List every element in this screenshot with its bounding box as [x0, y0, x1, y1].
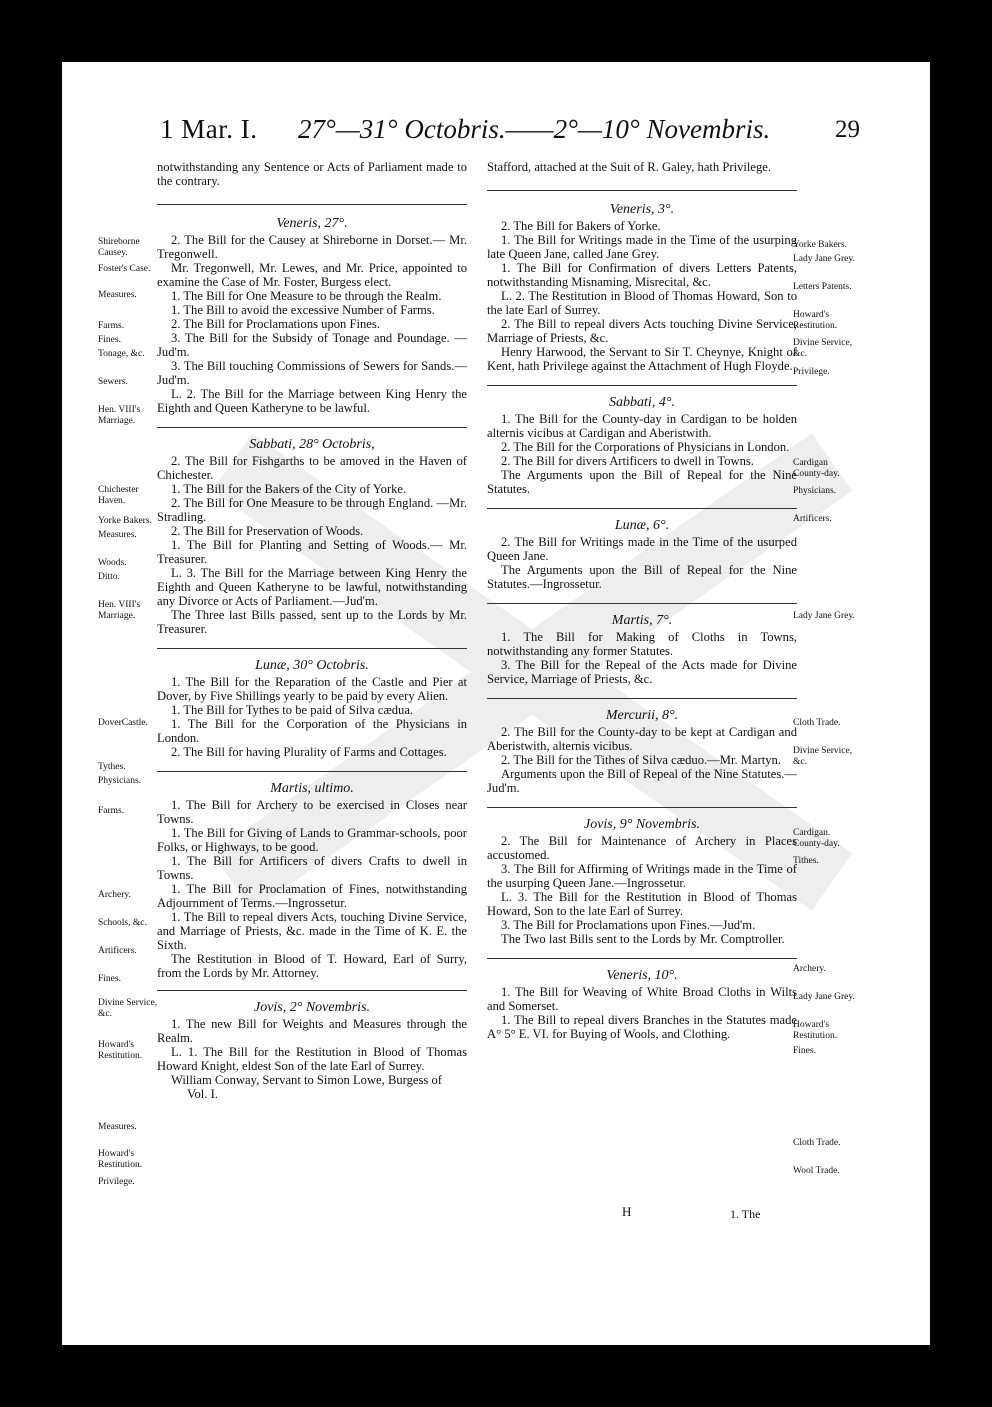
margin-note: Divine Service, &c. — [98, 998, 158, 1019]
entry: 2. The Bill for the Tithes of Silva cæduo.—Mr. Martyn. — [501, 753, 781, 767]
day-heading: Martis, ultimo. — [270, 781, 354, 796]
entry: L. 2. The Restitution in Blood of Thomas Howard, Son to the late Earl of Surrey. — [487, 289, 797, 317]
entry: L. 1. The Bill for the Restitution in Blood of Thomas Howard Knight, eldest Son of the late Earl of Surrey. — [157, 1045, 467, 1073]
entry: 1. The Bill for Proclamation of Fines, notwithstanding Adjournment of Terms.—Ingrossetur. — [157, 882, 467, 910]
entry: 1. The Bill for Giving of Lands to Grammar-schools, poor Folks, or Highways, to be good. — [157, 826, 467, 854]
entry: 1. The new Bill for Weights and Measures through the Realm. — [157, 1017, 467, 1045]
margin-note: Privilege. — [793, 367, 830, 377]
page-number: 29 — [835, 116, 860, 143]
entry: 1. The Bill for Tythes to be paid of Silva cædua. — [171, 703, 414, 717]
entry: 1. The Bill for One Measure to be through the Realm. — [171, 289, 442, 303]
entry: 2. The Bill for Fishgarths to be amoved in the Haven of Chichester. — [157, 454, 467, 482]
volume-label: Vol. I. — [187, 1087, 218, 1101]
day-heading: Mercurii, 8°. — [605, 708, 679, 723]
margin-note: Foster's Case. — [98, 264, 151, 274]
document-page — [62, 62, 930, 1345]
margin-note: Howard's Restitution. — [793, 310, 838, 331]
entry: 1. The Bill for the Reparation of the Castle and Pier at Dover, by Five Shillings yearly to be paid by every Alien. — [157, 675, 467, 703]
margin-note: Fines. — [793, 1046, 816, 1056]
margin-note: Privilege. — [98, 1177, 135, 1187]
day-heading: Jovis, 2° Novembris. — [253, 1000, 371, 1015]
day-heading: Martis, 7°. — [611, 613, 673, 628]
entry: 3. The Bill for Proclamations upon Fines.—Jud'm. — [501, 918, 756, 932]
margin-note: Howard's Restitution. — [98, 1040, 143, 1061]
entry: Arguments upon the Bill of Repeal of the Nine Statutes.—Jud'm. — [487, 767, 797, 795]
day-heading: Sabbati, 4°. — [609, 395, 675, 410]
right-column — [487, 160, 797, 1041]
signature-mark: H — [622, 1204, 632, 1219]
entry: 1. The Bill for Making of Cloths in Towns, notwithstanding any former Statutes. — [487, 630, 797, 658]
margin-note: Divine Service, &c. — [793, 338, 853, 359]
page-header — [160, 110, 860, 154]
entry: 3. The Bill for the Subsidy of Tonage and Poundage. —Jud'm. — [157, 331, 467, 359]
entry: 2. The Bill for having Plurality of Farms and Cottages. — [171, 745, 447, 759]
margin-note: Archery. — [793, 964, 826, 974]
entry: 2. The Bill for One Measure to be through England. —Mr. Stradling. — [157, 496, 467, 524]
margin-note: Shireborne Causey. — [98, 237, 140, 258]
margin-note: Fines. — [98, 974, 121, 984]
margin-note: Artificers. — [98, 946, 137, 956]
margin-note: Divine Service, &c. — [793, 746, 853, 767]
entry: Henry Harwood, the Servant to Sir T. Cheynye, Knight of Kent, hath Privilege against the Attachment of Hugh Floyde. — [487, 345, 797, 373]
intro-text: Stafford, attached at the Suit of R. Galey, hath Privilege. — [487, 160, 771, 174]
margin-note: Cloth Trade. — [793, 1138, 841, 1148]
entry: The Restitution in Blood of T. Howard, Earl of Surry, from the Lords by Mr. Attorney. — [157, 952, 467, 980]
entry: 2. The Bill for Maintenance of Archery in Places accustomed. — [487, 834, 797, 862]
margin-note: Howard's Restitution. — [793, 1020, 838, 1041]
day-heading: Veneris, 10°. — [606, 968, 678, 983]
margin-note: Sewers. — [98, 377, 128, 387]
margin-note: Tythes. — [98, 762, 126, 772]
margin-note: Archery. — [98, 890, 131, 900]
entry: 2. The Bill to repeal divers Acts touching Divine Service, Marriage of Priests, &c. — [487, 317, 797, 345]
entry: William Conway, Servant to Simon Lowe, Burgess of — [171, 1073, 442, 1087]
entry: 3. The Bill for Affirming of Writings made in the Time of the usurping Queen Jane.—Ingrossetur. — [487, 862, 797, 890]
entry: 1. The Bill to avoid the excessive Number of Farms. — [171, 303, 435, 317]
entry: 1. The Bill for Weaving of White Broad Cloths in Wilts and Somerset. — [487, 985, 797, 1013]
entry: L. 3. The Bill for the Restitution in Blood of Thomas Howard, Son to the late Earl of Surrey. — [487, 890, 797, 918]
margin-note: Letters Patents. — [793, 282, 852, 292]
day-heading: Lunæ, 6°. — [614, 518, 670, 533]
entry: 2. The Bill for Bakers of Yorke. — [501, 219, 661, 233]
day-heading: Jovis, 9° Novembris. — [583, 817, 701, 832]
margin-note: Measures. — [98, 290, 137, 300]
margin-note: Ditto. — [98, 572, 120, 582]
margin-note: Woods. — [98, 558, 127, 568]
entry: 1. The Bill for the Corporation of the Physicians in London. — [157, 717, 467, 745]
margin-note: Tonage, &c. — [98, 349, 145, 359]
day-heading: Veneris, 3°. — [609, 202, 675, 217]
margin-note: Tithes. — [793, 856, 819, 866]
entry: 2. The Bill for Proclamations upon Fines. — [171, 317, 380, 331]
margin-note: Measures. — [98, 1122, 137, 1132]
catchword: 1. The — [730, 1207, 761, 1221]
day-heading: Veneris, 27°. — [276, 216, 348, 231]
intro-text: notwithstanding any Sentence or Acts of Parliament made to the contrary. — [157, 160, 467, 188]
margin-note: Lady Jane Grey. — [793, 254, 855, 264]
margin-note: Physicians. — [793, 486, 837, 496]
entry: 3. The Bill for the Repeal of the Acts made for Divine Service, Marriage of Priests, &c. — [487, 658, 797, 686]
margin-note: Hen. VIII's Marriage. — [98, 600, 141, 621]
entry: 1. The Bill for Archery to be exercised in Closes near Towns. — [157, 798, 467, 826]
entry: The Three last Bills passed, sent up to the Lords by Mr. Treasurer. — [157, 608, 467, 636]
day-heading: Sabbati, 28° Octobris, — [249, 437, 375, 452]
entry: 1. The Bill to repeal divers Branches in the Statutes made A° 5° E. VI. for Buying of Wools, and Clothing. — [487, 1013, 797, 1041]
entry: 2. The Bill for the Corporations of Physicians in London. — [501, 440, 790, 454]
margin-note: Lady Jane Grey. — [793, 611, 855, 621]
margin-note: Wool Trade. — [793, 1166, 840, 1176]
entry: 2. The Bill for Preservation of Woods. — [171, 524, 364, 538]
entry: 1. The Bill for Planting and Setting of Woods.— Mr. Treasurer. — [157, 538, 467, 566]
margin-note: Fines. — [98, 335, 121, 345]
margin-note: Artificers. — [793, 514, 832, 524]
entry: Mr. Tregonwell, Mr. Lewes, and Mr. Price, appointed to examine the Case of Mr. Foster, Burgess elect. — [157, 261, 467, 289]
margin-note: Howard's Restitution. — [98, 1149, 143, 1170]
entry: 1. The Bill for the Bakers of the City of Yorke. — [171, 482, 407, 496]
entry: L. 2. The Bill for the Marriage between King Henry the Eighth and Queen Katheryne to be lawful. — [157, 387, 467, 415]
entry: The Arguments upon the Bill of Repeal for the Nine Statutes. — [487, 468, 797, 496]
margin-note: Measures. — [98, 530, 137, 540]
entry: 2. The Bill for divers Artificers to dwell in Towns. — [501, 454, 754, 468]
margin-note: Cloth Trade. — [793, 718, 841, 728]
margin-note: Cardigan. County-day. — [793, 828, 840, 849]
entry: The Two last Bills sent to the Lords by Mr. Comptroller. — [501, 932, 785, 946]
entry: 1. The Bill for the County-day in Cardigan to be holden alternis vicibus at Cardigan and Aberistwith. — [487, 412, 797, 440]
entry: 3. The Bill touching Commissions of Sewers for Sands.—Jud'm. — [157, 359, 467, 387]
entry: 2. The Bill for the Causey at Shireborne in Dorset.— Mr. Tregonwell. — [157, 233, 467, 261]
margin-note: DoverCastle. — [98, 718, 148, 728]
entry: 1. The Bill for Confirmation of divers Letters Patents, notwithstanding Misnaming, Misrecital, &c. — [487, 261, 797, 289]
margin-note: Hen. VIII's Marriage. — [98, 405, 141, 426]
day-heading: Lunæ, 30° Octobris. — [255, 658, 369, 673]
margin-note: Physicians. — [98, 776, 142, 786]
entry: 1. The Bill for Writings made in the Time of the usurping late Queen Jane, called Jane Grey. — [487, 233, 797, 261]
margin-note: Cardigan County-day. — [793, 458, 840, 479]
entry: 2. The Bill for Writings made in the Time of the usurped Queen Jane. — [487, 535, 797, 563]
entry: 2. The Bill for the County-day to be kept at Cardigan and Aberistwith, alternis vicibus. — [487, 725, 797, 753]
margin-note: Farms. — [98, 321, 125, 331]
header-dates: 27°—31° Octobris.——2°—10° Novembris. — [298, 114, 771, 144]
entry: The Arguments upon the Bill of Repeal for the Nine Statutes.—Ingrossetur. — [487, 563, 797, 591]
entry: 1. The Bill for Artificers of divers Crafts to dwell in Towns. — [157, 854, 467, 882]
margin-note: Yorke Bakers. — [793, 240, 847, 250]
margin-note: Farms. — [98, 806, 125, 816]
entry: 1. The Bill to repeal divers Acts, touching Divine Service, and Marriage of Priests, &c. made in the Time of K. E. the Sixth. — [157, 910, 467, 952]
margin-note: Yorke Bakers. — [98, 516, 152, 526]
margin-note: Chichester Haven. — [98, 485, 139, 506]
entry: L. 3. The Bill for the Marriage between King Henry the Eighth and Queen Katheryne to be lawful, notwithstanding any Divorce or Acts of Parliament.—Jud'm. — [157, 566, 467, 608]
header-regnal: 1 Mar. I. — [160, 114, 258, 144]
margin-note: Lady Jane Grey. — [793, 992, 855, 1002]
left-column — [157, 160, 467, 1101]
margin-note: Schools, &c. — [98, 918, 147, 928]
